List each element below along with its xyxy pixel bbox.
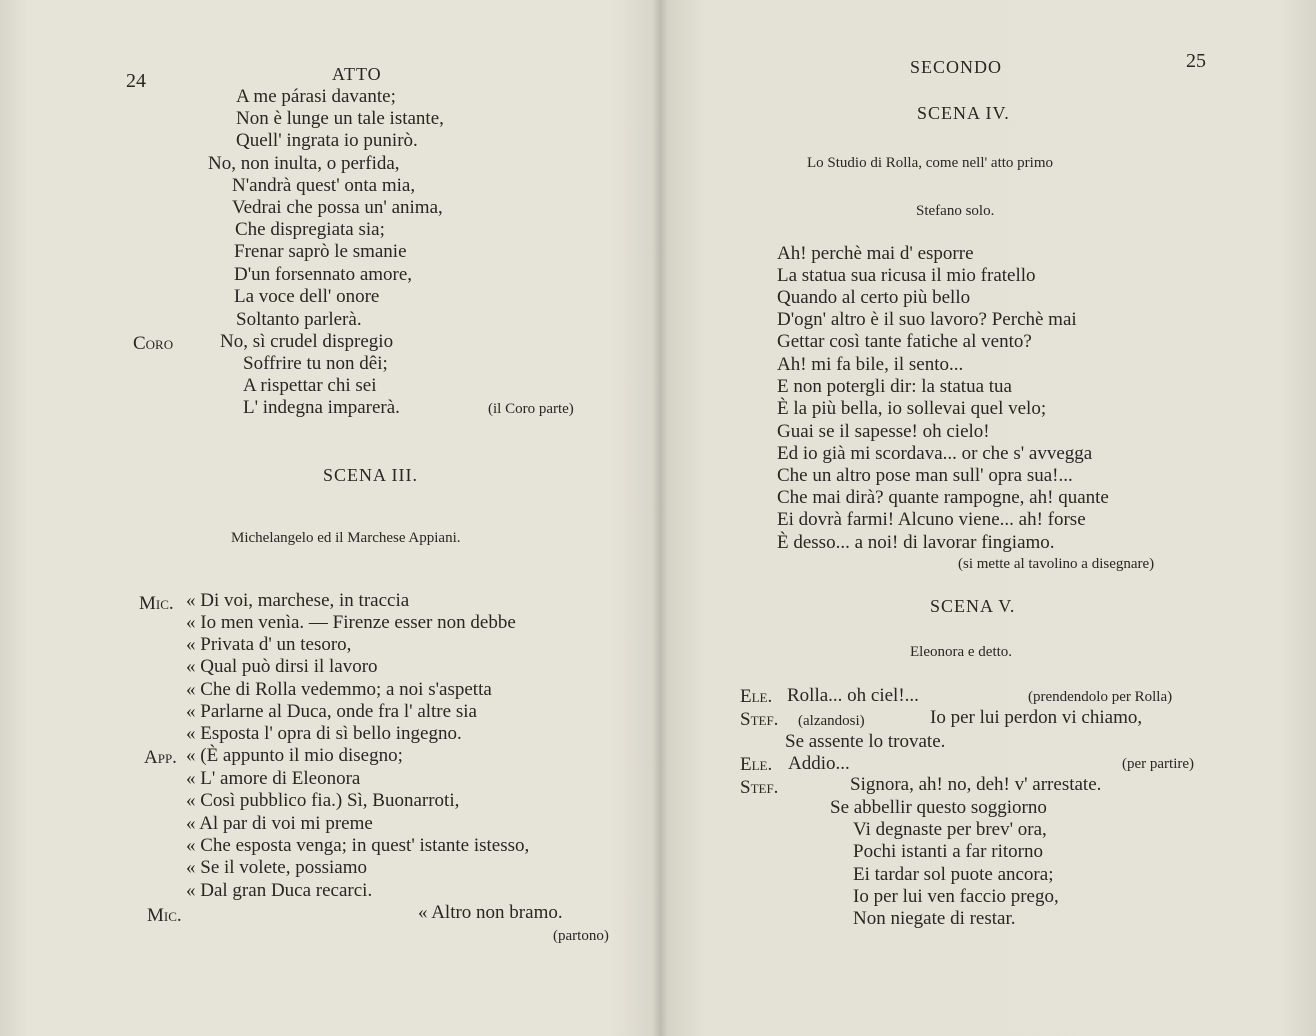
stage-direction: (per partire) — [1122, 756, 1195, 772]
scene-characters: Stefano solo. — [916, 203, 995, 219]
verse-line: A rispettar chi sei — [243, 375, 377, 396]
verse-line: N'andrà quest' onta mia, — [232, 175, 416, 196]
stage-direction: (si mette al tavolino a disegnare) — [958, 556, 1155, 572]
verse-line: La voce dell' onore — [234, 286, 380, 307]
scene-characters: Eleonora e detto. — [910, 644, 1013, 660]
verse-line: D'un forsennato amore, — [234, 264, 413, 285]
verse-line: Soltanto parlerà. — [236, 309, 362, 330]
speaker-name: Mic. — [139, 593, 174, 614]
speaker-name: Ele. — [740, 686, 773, 707]
verse-line: Soffrire tu non dêi; — [243, 353, 388, 374]
right-page — [660, 0, 1316, 1036]
dialogue-line: Addio... — [788, 753, 850, 774]
speaker-name: Mic. — [147, 905, 182, 926]
verse-line: È la più bella, io sollevai quel velo; — [777, 398, 1047, 419]
verse-line: L' indegna imparerà. — [243, 397, 400, 418]
verse-line: Ah! perchè mai d' esporre — [777, 243, 974, 264]
verse-line: Quando al certo più bello — [777, 287, 971, 308]
dialogue-line: Vi degnaste per brev' ora, — [853, 819, 1047, 840]
verse-line: Che un altro pose man sull' opra sua!... — [777, 465, 1073, 486]
verse-line: Guai se il sapesse! oh cielo! — [777, 421, 990, 442]
dialogue-line: Signora, ah! no, deh! v' arrestate. — [850, 774, 1102, 795]
dialogue-line: Pochi istanti a far ritorno — [853, 841, 1043, 862]
dialogue-line: Ei tardar sol puote ancora; — [853, 864, 1054, 885]
dialogue-line: Se assente lo trovate. — [785, 731, 946, 752]
speaker-name: Stef. — [740, 709, 779, 730]
dialogue-line: « Io men venìa. — Firenze esser non debbe — [186, 612, 516, 633]
verse-line: Gettar così tante fatiche al vento? — [777, 331, 1032, 352]
running-head: ATTO — [332, 64, 382, 84]
scene-heading: SCENA III. — [323, 465, 418, 485]
dialogue-line: Io per lui ven faccio prego, — [853, 886, 1059, 907]
dialogue-line: « (È appunto il mio disegno; — [186, 745, 403, 766]
dialogue-line: « Altro non bramo. — [418, 902, 563, 923]
dialogue-line: « Parlarne al Duca, onde fra l' altre sia — [186, 701, 477, 722]
dialogue-line: Non niegate di restar. — [853, 908, 1016, 929]
verse-line: D'ogn' altro è il suo lavoro? Perchè mai — [777, 309, 1077, 330]
dialogue-line: « Privata d' un tesoro, — [186, 634, 352, 655]
dialogue-line: « Di voi, marchese, in traccia — [186, 590, 410, 611]
scene-heading: SCENA IV. — [917, 103, 1010, 123]
dialogue-line: Se abbellir questo soggiorno — [830, 797, 1047, 818]
stage-direction: (prendendolo per Rolla) — [1028, 689, 1173, 705]
verse-line: Quell' ingrata io punirò. — [236, 130, 418, 151]
page-number: 24 — [126, 70, 146, 92]
dialogue-line: Rolla... oh ciel!... — [787, 685, 919, 706]
verse-line: Ed io già mi scordava... or che s' avvegga — [777, 443, 1093, 464]
dialogue-line: « Così pubblico fia.) Sì, Buonarroti, — [186, 790, 460, 811]
dialogue-line: « Che di Rolla vedemmo; a noi s'aspetta — [186, 679, 492, 700]
verse-line: La statua sua ricusa il mio fratello — [777, 265, 1036, 286]
stage-direction: (alzandosi) — [798, 713, 865, 729]
stage-direction: (il Coro parte) — [488, 401, 574, 417]
verse-line: No, non inulta, o perfida, — [208, 153, 400, 174]
scene-heading: SCENA V. — [930, 596, 1016, 616]
dialogue-line: « Che esposta venga; in quest' istante istesso, — [186, 835, 530, 856]
dialogue-line: « Al par di voi mi preme — [186, 813, 373, 834]
speaker-name: App. — [144, 747, 177, 768]
speaker-name: Coro — [133, 333, 174, 354]
dialogue-line: « Dal gran Duca recarci. — [186, 880, 373, 901]
dialogue-line: « L' amore di Eleonora — [186, 768, 361, 789]
dialogue-line: Io per lui perdon vi chiamo, — [930, 707, 1143, 728]
verse-line: Ei dovrà farmi! Alcuno viene... ah! forse — [777, 509, 1086, 530]
book-gutter — [652, 0, 668, 1036]
dialogue-line: « Qual può dirsi il lavoro — [186, 656, 378, 677]
scene-setting: Lo Studio di Rolla, come nell' atto primo — [807, 155, 1054, 171]
verse-line: Che dispregiata sia; — [235, 219, 385, 240]
verse-line: A me párasi davante; — [236, 86, 396, 107]
verse-line: E non potergli dir: la statua tua — [777, 376, 1012, 397]
verse-line: Non è lunge un tale istante, — [236, 108, 444, 129]
stage-direction: (partono) — [553, 928, 609, 944]
page-number: 25 — [1186, 50, 1206, 72]
verse-line: Ah! mi fa bile, il sento... — [777, 354, 964, 375]
speaker-name: Stef. — [740, 777, 779, 798]
dialogue-line: « Esposta l' opra di sì bello ingegno. — [186, 723, 462, 744]
verse-line: È desso... a noi! di lavorar fingiamo. — [777, 532, 1055, 553]
verse-line: No, sì crudel dispregio — [220, 331, 394, 352]
verse-line: Che mai dirà? quante rampogne, ah! quante — [777, 487, 1109, 508]
speaker-name: Ele. — [740, 754, 773, 775]
scene-characters: Michelangelo ed il Marchese Appiani. — [231, 530, 461, 546]
running-head: SECONDO — [910, 57, 1003, 77]
dialogue-line: « Se il volete, possiamo — [186, 857, 368, 878]
verse-line: Frenar saprò le smanie — [234, 241, 407, 262]
verse-line: Vedrai che possa un' anima, — [232, 197, 443, 218]
